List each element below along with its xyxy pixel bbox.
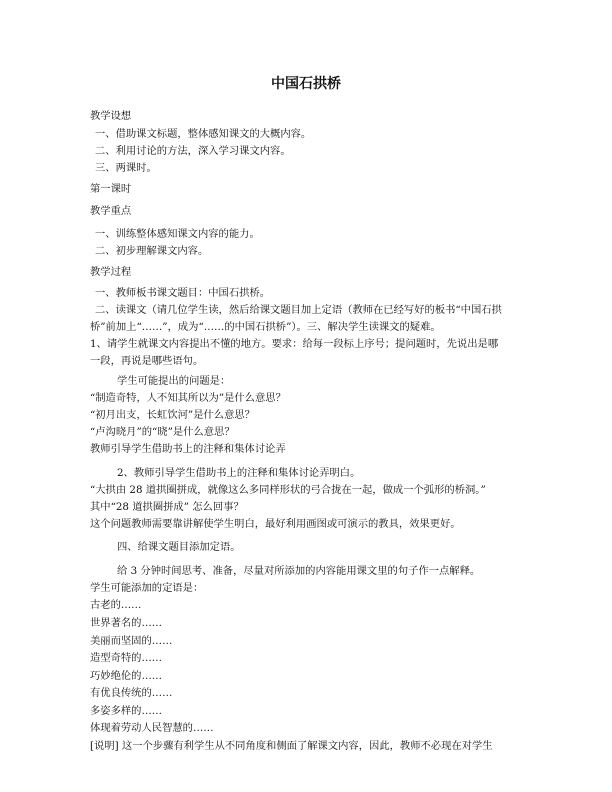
attributive-8: 体现着劳动人民智慧的……	[90, 722, 214, 734]
key-point-1: 一、训练整体感知课文内容的能力。	[95, 228, 260, 240]
process-step-2-line-2: 桥”前加上“……”，成为“……的中国石拱桥”）。三、解决学生读课文的疑难。	[90, 321, 441, 333]
plan-item-3: 三、两课时。	[95, 162, 157, 174]
heading-teaching-plan: 教学设想	[90, 110, 132, 122]
attributive-4: 造型奇特的……	[90, 652, 163, 664]
quote-question: 其中“28 道拱圈拼成” 怎么回事？	[90, 501, 244, 513]
attributive-6: 有优良传统的……	[90, 687, 173, 699]
question-2: “初月出支，长虹饮河”是什么意思？	[90, 409, 255, 421]
attributive-1: 古老的……	[90, 599, 142, 611]
heading-process: 教学过程	[90, 266, 132, 278]
teacher-guidance-note: 教师引导学生借助书上的注释和集体讨论弄	[90, 443, 286, 455]
attributives-intro: 学生可能添加的定语是：	[90, 582, 204, 594]
step-four-heading: 四、给课文题目添加定语。	[117, 541, 241, 553]
question-3: “卢沟晓月”的“晓”是什么意思？	[90, 426, 235, 438]
explanation-note: [说明] 这一个步骤有利学生从不同角度和侧面了解课文内容，因此，教师不必现在对学生	[90, 740, 493, 752]
teacher-explanation-note: 这个问题教师需要靠讲解使学生明白，最好利用画图或可演示的教具，效果更好。	[90, 518, 461, 530]
document-title: 中国石拱桥	[271, 76, 341, 92]
attributive-5: 巧妙绝伦的……	[90, 670, 163, 682]
possible-questions-intro: 学生可能提出的问题是：	[117, 375, 231, 387]
plan-item-2: 二、利用讨论的方法，深入学习课文内容。	[95, 145, 291, 157]
quote-arch-description: “大拱由 28 道拱圈拼成，就像这么多同样形状的弓合拢在一起，做成一个弧形的桥洞。”	[90, 484, 486, 496]
question-1: “制造奇特，人不知其所以为”是什么意思？	[90, 392, 286, 404]
process-step-1: 一、教师板书课文题目：中国石拱桥。	[95, 287, 271, 299]
attributive-2: 世界著名的……	[90, 617, 163, 629]
process-step-2-line-1: 二、读课文（请几位学生读，然后给课文题目加上定语（教师在已经写好的板书“中国石拱	[95, 304, 502, 316]
plan-item-1: 一、借助课文标题，整体感知课文的大概内容。	[95, 128, 312, 140]
heading-key-points: 教学重点	[90, 205, 132, 217]
step-four-instruction: 给 3 分钟时间思考、准备，尽量对所添加的内容能用课文里的句子作一点解释。	[117, 565, 481, 577]
heading-first-lesson: 第一课时	[90, 183, 132, 195]
attributive-3: 美丽而坚固的……	[90, 635, 173, 647]
process-step-3-line-2: 一段，再说是哪些语句。	[90, 355, 204, 367]
attributive-7: 多姿多样的……	[90, 705, 163, 717]
key-point-2: 二、初步理解课文内容。	[95, 245, 209, 257]
guidance-step-2: 2、教师引导学生借助书上的注释和集体讨论弄明白。	[117, 467, 361, 479]
process-step-3-line-1: 1、请学生就课文内容提出不懂的地方。要求：给每一段标上序号；提问题时，先说出是哪	[90, 338, 499, 350]
